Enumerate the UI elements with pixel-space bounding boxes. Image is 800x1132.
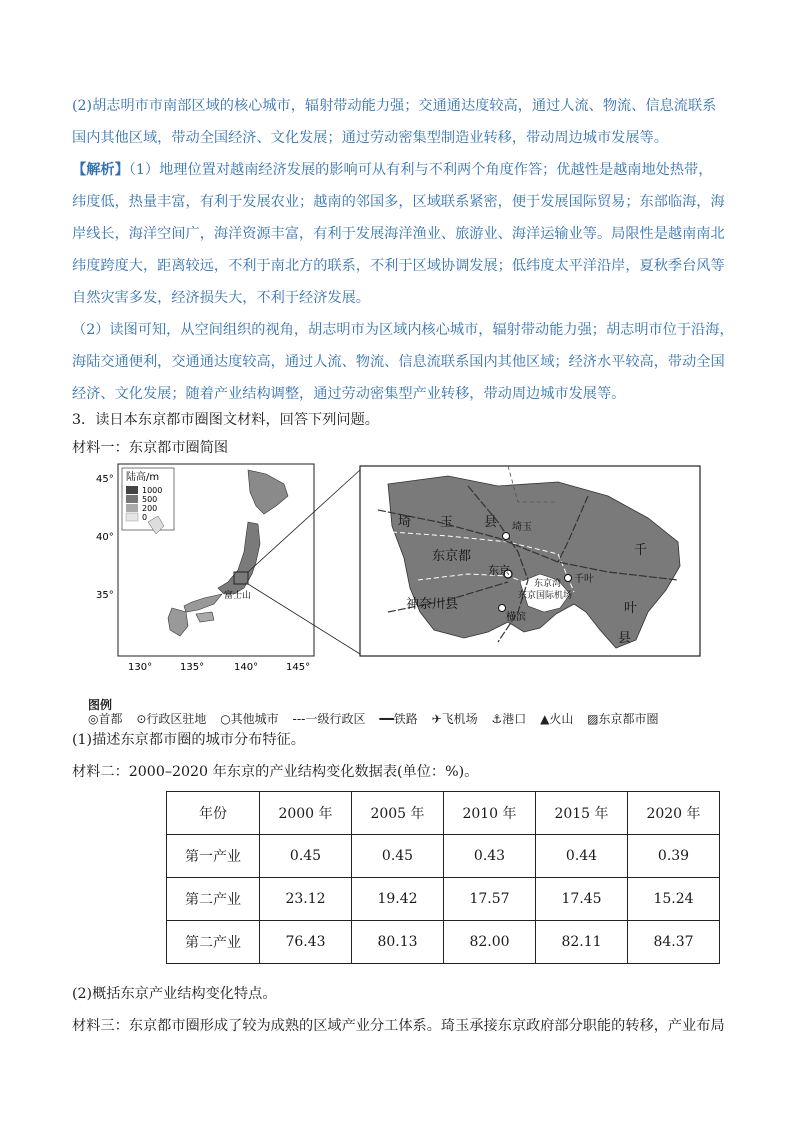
region-label: 东京都	[432, 549, 472, 564]
analysis-line: 经济、文化发展；随着产业结构调整，通过劳动密集型产业转移，带动周边城市发展等。	[72, 386, 626, 402]
question-2: (2)概括东京产业结构变化特点。	[72, 986, 277, 1002]
city-label: 东京	[488, 564, 510, 577]
legend-title: 图例	[88, 698, 113, 712]
table-cell: 0.45	[352, 835, 444, 878]
answer-line: (2)胡志明市市南部区域的核心城市，辐射带动能力强；交通通达度较高，通过人流、物流、信息流联系	[72, 98, 717, 114]
analysis-line: 自然灾害多发，经济损失大，不利于经济发展。	[72, 290, 370, 306]
legend-item: ━━铁路	[379, 712, 418, 726]
analysis-line: （2）读图可知，从空间组织的视角，胡志明市为区域内核心城市，辐射带动能力强；胡志明市位于沿海，	[72, 322, 734, 338]
legend-item: ○其他城市	[220, 712, 279, 726]
region-label: 千	[634, 543, 648, 558]
lon-label: 135°	[180, 662, 205, 673]
table-cell: 23.12	[260, 878, 352, 921]
city-marker-chiba	[565, 575, 572, 582]
answer-line: 国内其他区域，带动全国经济、文化发展；通过劳动密集型制造业转移，带动周边城市发展等。	[72, 130, 668, 146]
lon-label: 130°	[128, 662, 153, 673]
legend-item: ◎首都	[88, 712, 123, 726]
legend-item: ✈飞机场	[431, 712, 478, 726]
legend-item: ▲火山	[540, 712, 574, 726]
analysis-line: 纬度跨度大，距离较远，不利于南北方的联系，不利于区域协调发展；低纬度太平洋沿岸，夏秋季台风等	[72, 258, 725, 274]
table-cell: 76.43	[260, 921, 352, 964]
table-header-row	[167, 792, 720, 835]
material-2-label: 材料二：2000–2020 年东京的产业结构变化数据表(单位：%)。	[72, 764, 479, 780]
table-cell: 0.43	[444, 835, 536, 878]
analysis-line	[72, 160, 712, 180]
elevation-label: 200	[142, 504, 158, 513]
map-legend-items	[88, 710, 669, 727]
lat-label: 45°	[96, 474, 114, 485]
city-label: 东京湾	[534, 579, 562, 589]
legend-item: ⊙行政区驻地	[136, 712, 207, 726]
analysis-line: 纬度低，热量丰富，有利于发展农业；越南的邻国多，区域联系紧密，便于发展国际贸易；东部临海，海	[72, 194, 725, 210]
lon-label: 145°	[286, 662, 311, 673]
city-label: 千叶	[574, 574, 594, 585]
table-cell: 0.39	[628, 835, 720, 878]
table-cell: 第二产业	[167, 878, 260, 921]
table-cell: 0.45	[260, 835, 352, 878]
analysis-line: 岸线长，海洋空间广，海洋资源丰富，有利于发展海洋渔业、旅游业、海洋运输业等。局限性是越南南北	[72, 226, 725, 242]
elevation-swatch-200	[126, 504, 138, 512]
lon-label: 140°	[234, 662, 259, 673]
analysis-line: 海陆交通便利，交通通达度较高，通过人流、物流、信息流联系国内其他区域；经济水平较高，带动全国	[72, 354, 725, 370]
material-3-text: 材料三：东京都市圈形成了较为成熟的区域产业分工体系。琦玉承接东京政府部分职能的转移，产业布局	[72, 1018, 725, 1034]
analysis-text: （1）地理位置对越南经济发展的影响可从有利与不利两个角度作答；优越性是越南地处热带，	[128, 162, 713, 178]
elevation-title: 陆高/m	[126, 472, 160, 483]
table-row	[167, 878, 720, 921]
table-cell: 0.44	[536, 835, 628, 878]
table-cell: 19.42	[352, 878, 444, 921]
region-label: 神奈川县	[406, 597, 459, 612]
material-1-label: 材料一：东京都市圈简图	[72, 440, 229, 456]
table-cell: 第一产业	[167, 835, 260, 878]
legend-item: ▨东京都市圈	[587, 712, 659, 726]
table-cell: 84.37	[628, 921, 720, 964]
industry-structure-table	[166, 791, 720, 964]
table-row	[167, 835, 720, 878]
table-cell: 82.00	[444, 921, 536, 964]
legend-item: ⚓港口	[491, 712, 527, 726]
region-label: 叶	[624, 601, 638, 616]
table-header-cell: 2000 年	[260, 792, 352, 835]
lat-label: 35°	[96, 590, 114, 601]
elevation-label: 1000	[142, 486, 163, 495]
elevation-label: 500	[142, 495, 158, 504]
city-label: 东京国际机场	[518, 591, 573, 601]
region-label: 县	[484, 515, 498, 530]
table-header-cell: 2020 年	[628, 792, 720, 835]
question-1: (1)描述东京都市圈的城市分布特征。	[72, 732, 305, 748]
table-cell: 82.11	[536, 921, 628, 964]
table-header-cell: 年份	[167, 792, 260, 835]
lat-label: 40°	[96, 532, 114, 543]
table-cell: 第二产业	[167, 921, 260, 964]
table-row	[167, 921, 720, 964]
table-header-cell: 2015 年	[536, 792, 628, 835]
city-label: 埼玉	[512, 522, 532, 533]
region-label: 县	[618, 631, 632, 646]
table-cell: 17.57	[444, 878, 536, 921]
elevation-swatch-0	[126, 513, 138, 521]
analysis-tag: 【解析】	[72, 162, 129, 178]
region-label: 玉	[440, 515, 454, 530]
tokyo-metro-map	[88, 462, 704, 712]
table-cell: 80.13	[352, 921, 444, 964]
city-label: 横滨	[506, 612, 526, 623]
region-label: 埼	[398, 515, 412, 530]
table-header-cell: 2010 年	[444, 792, 536, 835]
city-marker-saitama	[503, 533, 510, 540]
table-header-cell: 2005 年	[352, 792, 444, 835]
legend-item: ---一级行政区	[292, 712, 366, 726]
fuji-label: 富士山	[224, 591, 252, 601]
elevation-swatch-500	[126, 495, 138, 503]
elevation-swatch-1000	[126, 486, 138, 494]
table-cell: 17.45	[536, 878, 628, 921]
elevation-label: 0	[142, 513, 148, 522]
city-marker-yokohama	[499, 605, 506, 612]
question-title: 3．读日本东京都市圈图文材料，回答下列问题。	[72, 412, 379, 428]
table-cell: 15.24	[628, 878, 720, 921]
